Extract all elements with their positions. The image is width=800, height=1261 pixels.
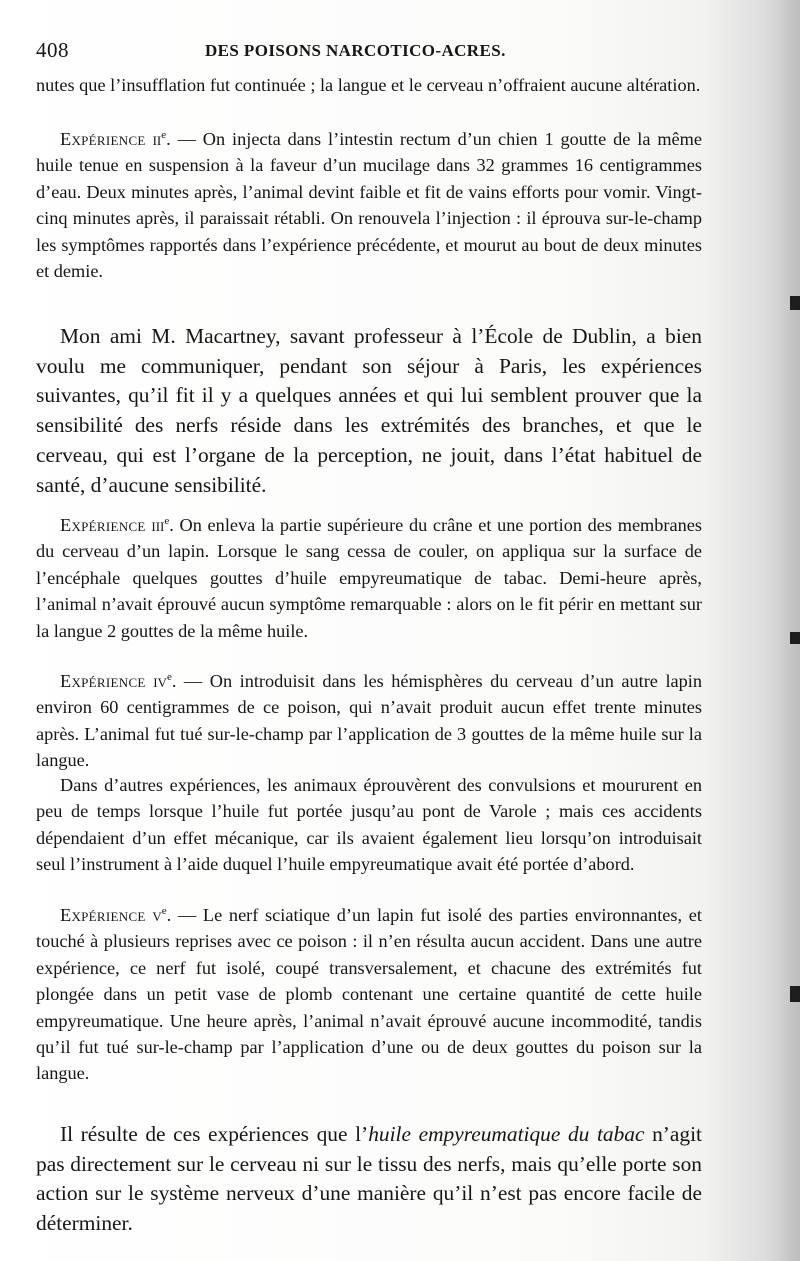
page-header <box>36 38 708 62</box>
edge-mark <box>790 986 800 1002</box>
experience-label: Expérience <box>60 515 146 535</box>
conclusion-text-start: Il résulte de ces expériences que l’ <box>60 1122 369 1146</box>
paragraph-experience-5 <box>36 902 702 1087</box>
paragraph-text: . — Le nerf sciatique d’un lapin fut isolé des parties environnantes, et touché à plusieurs reprises avec ce poison : il n’en résulta aucun accident. Dans une autre expérience, ce nerf fut isolé, coupé transversalement, et chacune des extrémités fut plongée dans un petit vase de plomb contenant une certaine quantité de cette huile empyreumatique. Une heure après, l’animal n’avait éprouvé aucune incommodité, tandis qu’il fut tué sur-le-champ par l’application d’une ou de deux gouttes du poison sur la langue. <box>36 905 702 1084</box>
experience-numeral: iii <box>151 515 165 535</box>
page-number: 408 <box>36 38 69 62</box>
edge-mark <box>790 296 800 310</box>
ordinal-superscript: e <box>166 670 172 683</box>
paragraph-text: . — On injecta dans l’intestin rectum d’un chien 1 goutte de la même huile tenue en suspension à la faveur d’un mucilage dans 32 grammes 16 centigrammes d’eau. Deux minutes après, l’animal devint faible et fit de vains efforts pour vomir. Vingt-cinq minutes après, il paraissait rétabli. On renouvela l’injection : il éprouva sur-le-champ les symptômes rapportés dans l’expérience précédente, et mourut au bout de deux minutes et demie. <box>36 129 702 282</box>
paragraph-text: nutes que l’insufflation fut continuée ; la langue et le cerveau n’offraient aucune altération. <box>36 75 701 95</box>
paragraph-experience-3 <box>36 512 702 644</box>
conclusion-text-end: n’agit pas directement sur le cerveau ni sur le tissu des nerfs, mais qu’elle porte son action sur le système nerveux d’une manière qu’il n’est pas encore facile de déterminer. <box>36 1122 702 1236</box>
paragraph-experience-2 <box>36 126 702 284</box>
paragraph-macartney <box>36 322 702 500</box>
page-edge-marks <box>786 0 800 1261</box>
experience-label: Expérience <box>60 671 146 691</box>
experience-numeral: ii <box>152 129 162 149</box>
ordinal-superscript: e <box>164 514 170 527</box>
conclusion-emphasis: huile empyreumatique du tabac <box>368 1122 645 1146</box>
paragraph-other-experiences <box>36 772 702 878</box>
experience-label: Expérience <box>60 129 146 149</box>
ordinal-superscript: e <box>161 904 167 917</box>
ordinal-superscript: e <box>161 128 167 141</box>
paragraph-conclusion <box>36 1120 702 1239</box>
paragraph-text: Mon ami M. Macartney, savant professeur à l’École de Dublin, a bien voulu me communiquer, pendant son séjour à Paris, les expériences suivantes, qu’il fit il y a quelques années et qui lui semblent prouver que la sensibilité des nerfs réside dans les extrémités des branches, et que le cerveau, qui est l’organe de la perception, ne jouit, dans l’état habituel de santé, d’aucune sensibilité. <box>36 324 702 497</box>
paragraph-text: Dans d’autres expériences, les animaux éprouvèrent des convulsions et moururent en peu de temps lorsque l’huile fut portée jusqu’au pont de Varole ; mais ces accidents dépendaient d’un effet mécanique, car ils avaient également lieu lorsqu’on introduisait seul l’instrument à l’aide duquel l’huile empyreumatique avait été portée d’abord. <box>36 775 702 875</box>
running-title: DES POISONS NARCOTICO-ACRES. <box>205 41 506 60</box>
experience-label: Expérience <box>60 905 146 925</box>
edge-mark <box>790 632 800 644</box>
paragraph-text: . On enleva la partie supérieure du crâne et une portion des membranes du cerveau d’un lapin. Lorsque le sang cessa de couler, on appliqua sur la surface de l’encéphale quelques gouttes d’huile empyreumatique de tabac. Demi-heure après, l’animal n’avait éprouvé aucun symptôme remarquable : alors on le fit périr en mettant sur la langue 2 gouttes de la même huile. <box>36 515 702 641</box>
experience-numeral: iv <box>153 671 167 691</box>
paragraph-experience-4 <box>36 668 702 774</box>
experience-numeral: v <box>152 905 162 925</box>
paragraph-continuation <box>36 72 702 98</box>
paragraph-text: . — On introduisit dans les hémisphères du cerveau d’un autre lapin environ 60 centigrammes de ce poison, qui n’avait produit aucun effet trente minutes après. L’animal fut tué sur-le-champ par l’application de 3 gouttes de la même huile sur la langue. <box>36 671 703 771</box>
